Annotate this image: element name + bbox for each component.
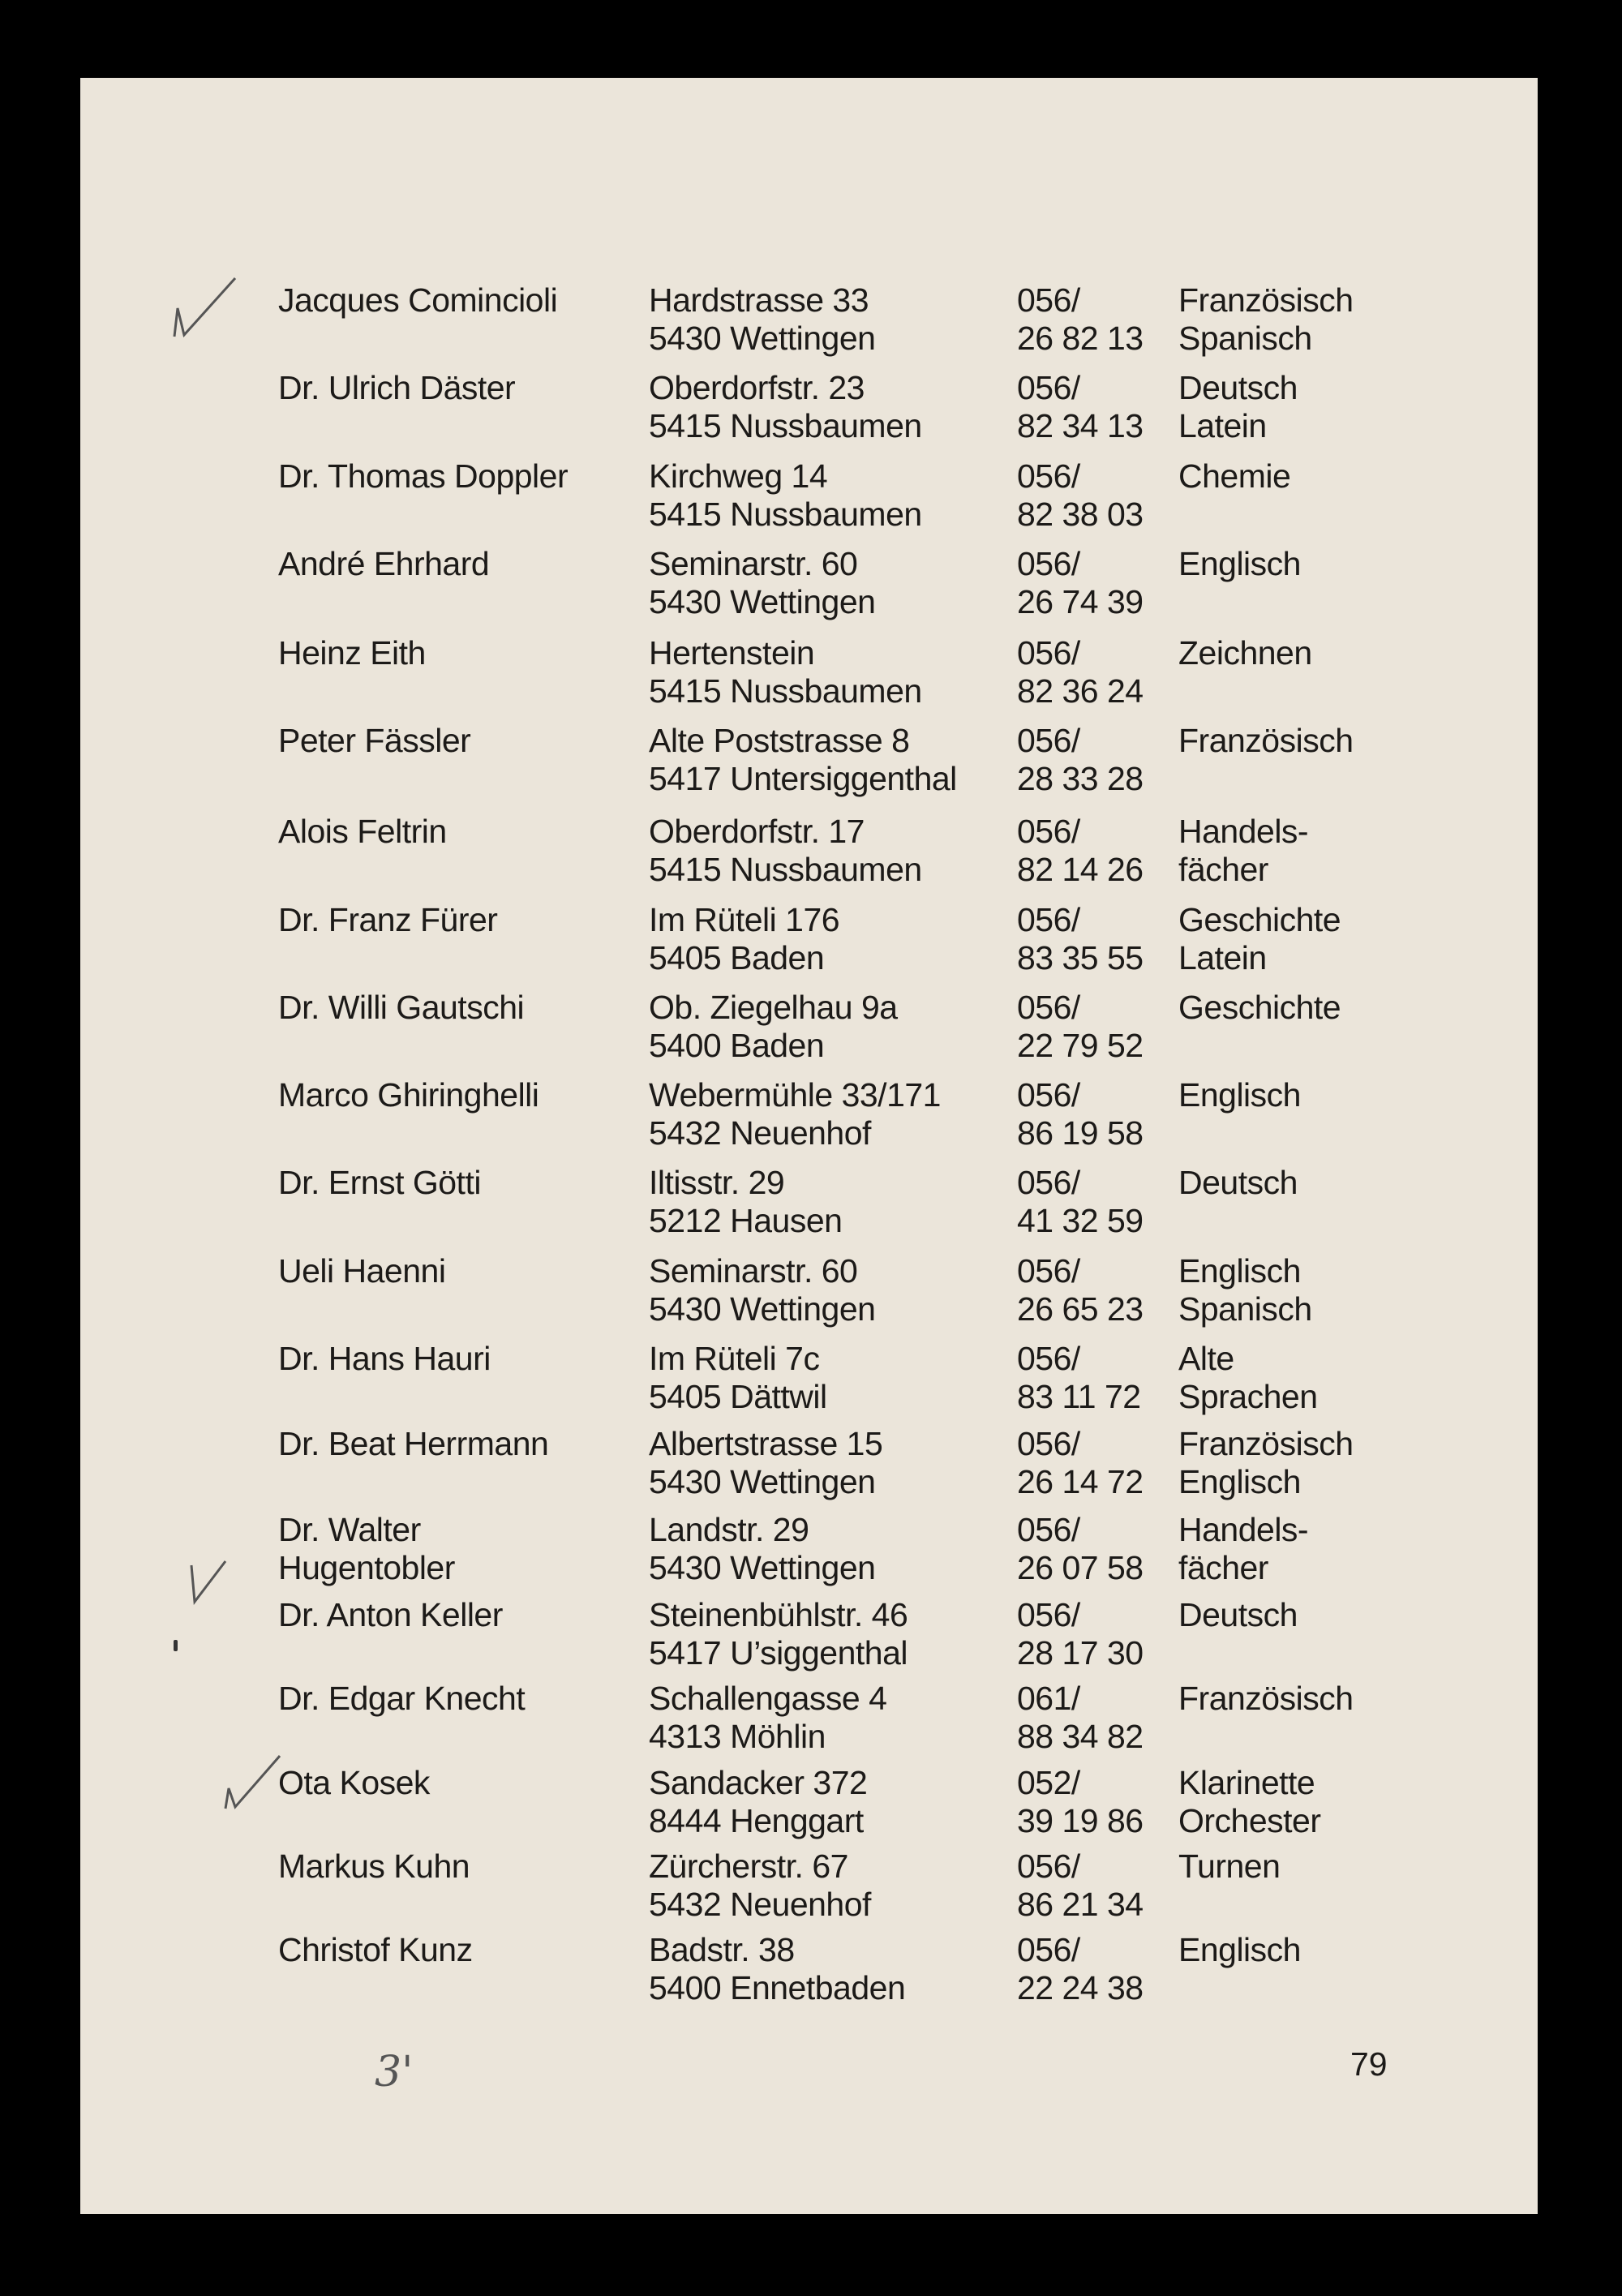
address-cell	[649, 722, 957, 798]
phone-cell-line: 26 65 23	[1017, 1290, 1144, 1328]
name-cell-line: Jacques Comincioli	[278, 281, 558, 319]
name-cell	[278, 813, 447, 851]
directory-entry	[0, 1164, 1622, 1245]
subjects-cell-line: Handels-	[1178, 1511, 1309, 1548]
name-cell	[278, 722, 470, 760]
subjects-cell-line: Deutsch	[1178, 1596, 1298, 1633]
address-cell	[649, 634, 922, 710]
subjects-cell-line: fächer	[1178, 1549, 1268, 1586]
address-cell	[649, 813, 922, 889]
phone-cell-line: 86 19 58	[1017, 1114, 1144, 1152]
subjects-cell	[1178, 1425, 1354, 1501]
phone-cell	[1017, 901, 1144, 977]
subjects-cell-line: Zeichnen	[1178, 634, 1312, 672]
phone-cell	[1017, 813, 1144, 889]
subjects-cell	[1178, 901, 1341, 977]
name-cell-line: Dr. Anton Keller	[278, 1596, 503, 1633]
phone-cell-line: 056/	[1017, 813, 1080, 850]
phone-cell-line: 056/	[1017, 545, 1080, 582]
subjects-cell	[1178, 634, 1312, 672]
subjects-cell-line: Turnen	[1178, 1848, 1281, 1885]
name-cell-line: Markus Kuhn	[278, 1848, 470, 1885]
subjects-cell-line: Deutsch	[1178, 1164, 1298, 1201]
page-number: 79	[1350, 2045, 1388, 2083]
phone-cell-line: 056/	[1017, 901, 1080, 938]
subjects-cell	[1178, 369, 1298, 445]
phone-cell	[1017, 1680, 1144, 1756]
phone-cell-line: 056/	[1017, 1252, 1080, 1290]
subjects-cell	[1178, 1931, 1301, 1969]
name-cell	[278, 989, 524, 1027]
address-cell-line: Oberdorfstr. 23	[649, 369, 865, 406]
directory-entry	[0, 1425, 1622, 1506]
name-cell-line: André Ehrhard	[278, 545, 490, 582]
phone-cell-line: 83 35 55	[1017, 939, 1144, 976]
directory-entry	[0, 813, 1622, 894]
subjects-cell-line: Spanisch	[1178, 320, 1312, 357]
phone-cell-line: 056/	[1017, 1848, 1080, 1885]
phone-cell-line: 056/	[1017, 1931, 1080, 1968]
phone-cell-line: 052/	[1017, 1764, 1080, 1801]
subjects-cell-line: Französisch	[1178, 722, 1354, 759]
address-cell	[649, 1596, 908, 1672]
address-cell-line: Webermühle 33/171	[649, 1076, 941, 1114]
name-cell-line: Dr. Willi Gautschi	[278, 989, 525, 1026]
name-cell	[278, 1596, 503, 1634]
subjects-cell	[1178, 1340, 1318, 1416]
name-cell-line: Dr. Thomas Doppler	[278, 457, 569, 495]
phone-cell-line: 82 36 24	[1017, 672, 1144, 710]
phone-cell-line: 056/	[1017, 722, 1080, 759]
subjects-cell-line: Französisch	[1178, 1680, 1354, 1717]
directory-entry	[0, 281, 1622, 363]
phone-cell	[1017, 1164, 1144, 1240]
phone-cell-line: 82 34 13	[1017, 407, 1144, 444]
name-cell	[278, 1252, 445, 1290]
name-cell-line: Marco Ghiringhelli	[278, 1076, 539, 1114]
subjects-cell-line: Chemie	[1178, 457, 1291, 495]
address-cell-line: 5430 Wettingen	[649, 583, 876, 620]
directory-entry	[0, 901, 1622, 982]
address-cell-line: Sandacker 372	[649, 1764, 868, 1801]
name-cell-line: Dr. Walter	[278, 1511, 421, 1548]
address-cell	[649, 545, 875, 621]
address-cell-line: Seminarstr. 60	[649, 1252, 858, 1290]
address-cell	[649, 1425, 882, 1501]
phone-cell	[1017, 1340, 1141, 1416]
address-cell	[649, 1164, 842, 1240]
address-cell	[649, 369, 922, 445]
address-cell	[649, 989, 898, 1065]
subjects-cell-line: Geschichte	[1178, 901, 1341, 938]
phone-cell-line: 82 38 03	[1017, 496, 1144, 533]
address-cell-line: 5405 Dättwil	[649, 1378, 827, 1415]
directory-entry	[0, 722, 1622, 803]
address-cell	[649, 1340, 827, 1416]
subjects-cell	[1178, 1680, 1354, 1718]
directory-entry	[0, 457, 1622, 539]
phone-cell-line: 056/	[1017, 457, 1080, 495]
ink-mark	[174, 1640, 178, 1651]
name-cell-line: Dr. Ulrich Däster	[278, 369, 516, 406]
address-cell-line: Steinenbühlstr. 46	[649, 1596, 908, 1633]
name-cell	[278, 1764, 430, 1802]
handwritten-checkmark-icon	[219, 1752, 292, 1817]
phone-cell-line: 056/	[1017, 1076, 1080, 1114]
address-cell	[649, 1848, 871, 1924]
address-cell	[649, 1931, 905, 2007]
directory-entry	[0, 1252, 1622, 1333]
subjects-cell	[1178, 1764, 1321, 1840]
address-cell-line: Iltisstr. 29	[649, 1164, 785, 1201]
address-cell-line: Schallengasse 4	[649, 1680, 887, 1717]
subjects-cell	[1178, 1848, 1280, 1886]
directory-entry	[0, 369, 1622, 450]
address-cell-line: 5432 Neuenhof	[649, 1114, 871, 1152]
subjects-cell-line: Deutsch	[1178, 369, 1298, 406]
name-cell	[278, 1425, 548, 1463]
subjects-cell-line: Handels-	[1178, 813, 1309, 850]
address-cell-line: Oberdorfstr. 17	[649, 813, 865, 850]
address-cell-line: 5430 Wettingen	[649, 320, 876, 357]
address-cell-line: 5430 Wettingen	[649, 1549, 876, 1586]
subjects-cell	[1178, 989, 1341, 1027]
address-cell-line: 5415 Nussbaumen	[649, 407, 922, 444]
name-cell-line: Hugentobler	[278, 1549, 455, 1586]
subjects-cell	[1178, 281, 1354, 358]
phone-cell	[1017, 1848, 1144, 1924]
subjects-cell-line: Englisch	[1178, 1076, 1301, 1114]
address-cell-line: Hertenstein	[649, 634, 815, 672]
subjects-cell	[1178, 1164, 1298, 1202]
handwritten-checkmark-icon	[185, 1553, 234, 1610]
phone-cell-line: 41 32 59	[1017, 1202, 1144, 1239]
address-cell	[649, 1764, 867, 1840]
address-cell	[649, 1680, 886, 1756]
address-cell-line: 5430 Wettingen	[649, 1290, 876, 1328]
subjects-cell-line: fächer	[1178, 851, 1268, 888]
address-cell-line: Seminarstr. 60	[649, 545, 858, 582]
phone-cell-line: 056/	[1017, 1425, 1080, 1462]
subjects-cell-line: Klarinette	[1178, 1764, 1315, 1801]
phone-cell-line: 061/	[1017, 1680, 1080, 1717]
phone-cell-line: 22 79 52	[1017, 1027, 1144, 1064]
phone-cell-line: 056/	[1017, 281, 1080, 319]
subjects-cell	[1178, 722, 1354, 760]
address-cell-line: 5417 U’siggenthal	[649, 1634, 908, 1672]
phone-cell-line: 82 14 26	[1017, 851, 1144, 888]
subjects-cell-line: Englisch	[1178, 1252, 1301, 1290]
address-cell-line: 5415 Nussbaumen	[649, 496, 922, 533]
address-cell-line: Im Rüteli 176	[649, 901, 840, 938]
address-cell-line: Landstr. 29	[649, 1511, 809, 1548]
name-cell	[278, 1340, 491, 1378]
phone-cell-line: 28 33 28	[1017, 760, 1144, 797]
address-cell-line: Kirchweg 14	[649, 457, 828, 495]
phone-cell-line: 83 11 72	[1017, 1378, 1141, 1415]
subjects-cell-line: Latein	[1178, 407, 1267, 444]
name-cell	[278, 901, 497, 939]
address-cell	[649, 901, 839, 977]
directory-entry	[0, 545, 1622, 626]
address-cell-line: 4313 Möhlin	[649, 1718, 826, 1755]
address-cell-line: Hardstrasse 33	[649, 281, 869, 319]
address-cell-line: 5432 Neuenhof	[649, 1886, 871, 1923]
name-cell-line: Dr. Hans Hauri	[278, 1340, 491, 1377]
name-cell	[278, 545, 489, 583]
directory-entry	[0, 989, 1622, 1070]
name-cell	[278, 281, 557, 320]
subjects-cell	[1178, 545, 1301, 583]
subjects-cell-line: Geschichte	[1178, 989, 1341, 1026]
address-cell	[649, 1511, 875, 1587]
phone-cell-line: 22 24 38	[1017, 1969, 1144, 2006]
directory-entry	[0, 1511, 1622, 1592]
phone-cell-line: 056/	[1017, 369, 1080, 406]
subjects-cell	[1178, 457, 1290, 496]
phone-cell	[1017, 1511, 1144, 1587]
address-cell-line: 5405 Baden	[649, 939, 825, 976]
name-cell-line: Dr. Ernst Götti	[278, 1164, 481, 1201]
address-cell	[649, 1076, 941, 1152]
phone-cell	[1017, 281, 1144, 358]
directory-entry	[0, 634, 1622, 715]
name-cell	[278, 1164, 481, 1202]
address-cell-line: Zürcherstr. 67	[649, 1848, 848, 1885]
subjects-cell-line: Französisch	[1178, 281, 1354, 319]
phone-cell	[1017, 1931, 1144, 2007]
subjects-cell-line: Spanisch	[1178, 1290, 1312, 1328]
phone-cell	[1017, 1252, 1144, 1328]
directory-entry	[0, 1680, 1622, 1761]
address-cell-line: 8444 Henggart	[649, 1802, 864, 1839]
directory-entry	[0, 1596, 1622, 1677]
phone-cell-line: 056/	[1017, 634, 1080, 672]
name-cell	[278, 634, 426, 672]
subjects-cell-line: Englisch	[1178, 1463, 1301, 1500]
directory-entry	[0, 1931, 1622, 2012]
subjects-cell-line: Sprachen	[1178, 1378, 1318, 1415]
name-cell	[278, 369, 515, 407]
handwritten-note: 3'	[375, 2048, 414, 2096]
phone-cell	[1017, 1425, 1144, 1501]
phone-cell-line: 86 21 34	[1017, 1886, 1144, 1923]
address-cell-line: Im Rüteli 7c	[649, 1340, 820, 1377]
name-cell	[278, 1848, 470, 1886]
subjects-cell-line: Französisch	[1178, 1425, 1354, 1462]
name-cell	[278, 1076, 539, 1114]
phone-cell-line: 056/	[1017, 1164, 1080, 1201]
phone-cell	[1017, 634, 1144, 710]
address-cell-line: Badstr. 38	[649, 1931, 795, 1968]
name-cell-line: Alois Feltrin	[278, 813, 447, 850]
address-cell-line: 5400 Ennetbaden	[649, 1969, 906, 2006]
directory-entry	[0, 1340, 1622, 1421]
subjects-cell-line: Latein	[1178, 939, 1267, 976]
address-cell	[649, 281, 875, 358]
address-cell-line: 5430 Wettingen	[649, 1463, 876, 1500]
name-cell-line: Heinz Eith	[278, 634, 426, 672]
address-cell-line: Ob. Ziegelhau 9a	[649, 989, 898, 1026]
address-cell-line: 5212 Hausen	[649, 1202, 843, 1239]
subjects-cell	[1178, 1076, 1301, 1114]
phone-cell-line: 39 19 86	[1017, 1802, 1144, 1839]
address-cell	[649, 1252, 875, 1328]
name-cell-line: Peter Fässler	[278, 722, 471, 759]
subjects-cell	[1178, 1596, 1298, 1634]
name-cell	[278, 1680, 525, 1718]
phone-cell	[1017, 1764, 1144, 1840]
phone-cell-line: 26 14 72	[1017, 1463, 1144, 1500]
address-cell-line: Albertstrasse 15	[649, 1425, 883, 1462]
name-cell-line: Christof Kunz	[278, 1931, 473, 1968]
phone-cell	[1017, 369, 1144, 445]
address-cell-line: 5417 Untersiggenthal	[649, 760, 957, 797]
address-cell-line: 5415 Nussbaumen	[649, 672, 922, 710]
phone-cell-line: 056/	[1017, 1511, 1080, 1548]
name-cell-line: Dr. Edgar Knecht	[278, 1680, 526, 1717]
address-cell-line: 5400 Baden	[649, 1027, 825, 1064]
name-cell-line: Ota Kosek	[278, 1764, 430, 1801]
phone-cell	[1017, 1076, 1144, 1152]
phone-cell	[1017, 457, 1144, 534]
subjects-cell-line: Alte	[1178, 1340, 1234, 1377]
subjects-cell	[1178, 813, 1308, 889]
address-cell	[649, 457, 922, 534]
phone-cell	[1017, 989, 1144, 1065]
subjects-cell-line: Englisch	[1178, 545, 1301, 582]
address-cell-line: Alte Poststrasse 8	[649, 722, 910, 759]
subjects-cell	[1178, 1511, 1308, 1587]
name-cell-line: Ueli Haenni	[278, 1252, 446, 1290]
directory-entry	[0, 1848, 1622, 1929]
phone-cell-line: 26 74 39	[1017, 583, 1144, 620]
subjects-cell-line: Englisch	[1178, 1931, 1301, 1968]
handwritten-checkmark-icon	[166, 272, 239, 345]
phone-cell-line: 26 82 13	[1017, 320, 1144, 357]
phone-cell-line: 056/	[1017, 989, 1080, 1026]
subjects-cell-line: Orchester	[1178, 1802, 1321, 1839]
subjects-cell	[1178, 1252, 1312, 1328]
phone-cell-line: 056/	[1017, 1340, 1080, 1377]
phone-cell-line: 88 34 82	[1017, 1718, 1144, 1755]
phone-cell-line: 26 07 58	[1017, 1549, 1144, 1586]
name-cell	[278, 457, 568, 496]
phone-cell-line: 056/	[1017, 1596, 1080, 1633]
phone-cell	[1017, 722, 1144, 798]
name-cell	[278, 1931, 473, 1969]
phone-cell-line: 28 17 30	[1017, 1634, 1144, 1672]
phone-cell	[1017, 545, 1144, 621]
address-cell-line: 5415 Nussbaumen	[649, 851, 922, 888]
directory-entry	[0, 1076, 1622, 1157]
phone-cell	[1017, 1596, 1144, 1672]
name-cell-line: Dr. Beat Herrmann	[278, 1425, 549, 1462]
name-cell-line: Dr. Franz Fürer	[278, 901, 498, 938]
name-cell	[278, 1511, 455, 1587]
